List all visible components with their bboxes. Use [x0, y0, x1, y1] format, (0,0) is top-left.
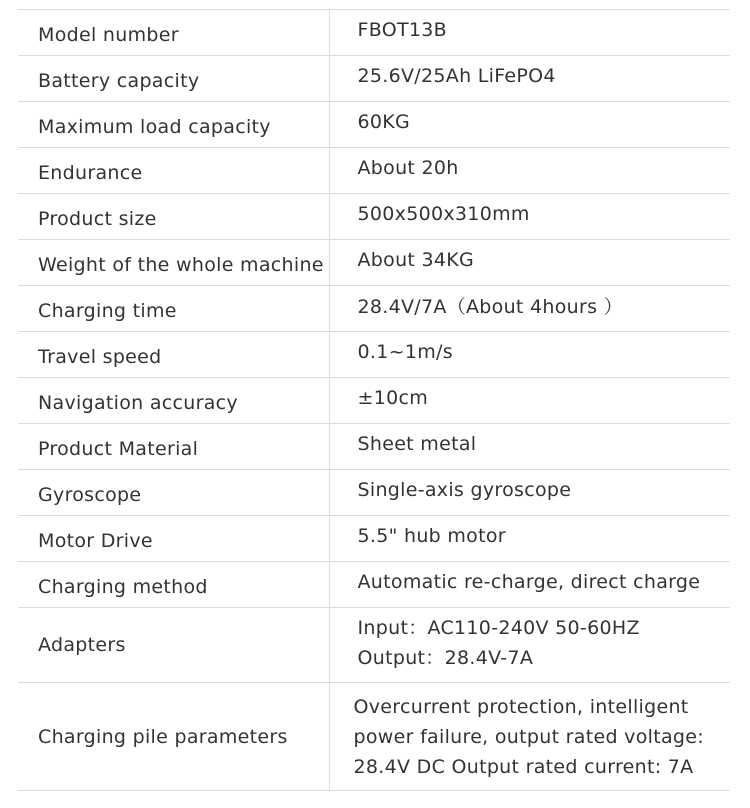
spec-label: Charging pile parameters — [18, 683, 329, 791]
spec-row-travel-speed — [18, 332, 730, 378]
spec-value-line: ±10cm — [357, 386, 429, 409]
spec-row-model-number — [18, 10, 730, 56]
spec-value-line: Output：28.4V-7A — [357, 647, 534, 669]
spec-value — [329, 332, 730, 378]
spec-value-line: FBOT13B — [357, 18, 448, 41]
spec-value-line: About 34KG — [357, 248, 475, 271]
spec-value — [329, 378, 730, 424]
spec-value-line: 25.6V/25Ah LiFePO4 — [357, 64, 556, 87]
spec-label: Maximum load capacity — [18, 102, 329, 148]
spec-label: Weight of the whole machine — [18, 240, 329, 286]
spec-value-line: Automatic re-charge, direct charge — [357, 570, 701, 593]
spec-label: Navigation accuracy — [18, 378, 329, 424]
spec-row-weight — [18, 240, 730, 286]
spec-label: Gyroscope — [18, 470, 329, 516]
spec-value-line: Input：AC110-240V 50-60HZ — [357, 617, 640, 639]
spec-row-product-size — [18, 194, 730, 240]
spec-label: Product size — [18, 194, 329, 240]
spec-value-line: Overcurrent protection, intelligent — [353, 695, 689, 718]
spec-label: Product Material — [18, 424, 329, 470]
spec-row-battery-capacity — [18, 56, 730, 102]
spec-value-line: power failure, output rated voltage: — [353, 725, 704, 748]
spec-label: Endurance — [18, 148, 329, 194]
spec-row-gyroscope — [18, 470, 730, 516]
spec-value — [329, 562, 730, 608]
spec-label: Adapters — [18, 608, 329, 683]
spec-value — [329, 240, 730, 286]
spec-value — [329, 683, 730, 791]
spec-row-adapters — [18, 608, 730, 683]
spec-label: Charging method — [18, 562, 329, 608]
spec-label: Charging time — [18, 286, 329, 332]
spec-value — [329, 102, 730, 148]
spec-value — [329, 286, 730, 332]
spec-label: Motor Drive — [18, 516, 329, 562]
spec-value — [329, 194, 730, 240]
spec-row-navigation-accuracy — [18, 378, 730, 424]
spec-value-line: 60KG — [357, 110, 411, 133]
spec-value — [329, 424, 730, 470]
spec-row-product-material — [18, 424, 730, 470]
spec-value — [329, 516, 730, 562]
spec-label: Model number — [18, 10, 329, 56]
spec-row-motor-drive — [18, 516, 730, 562]
spec-value — [329, 470, 730, 516]
spec-row-charging-method — [18, 562, 730, 608]
spec-value-line: About 20h — [357, 156, 459, 179]
spec-value-line: 28.4V DC Output rated current: 7A — [353, 755, 694, 778]
spec-value-line: 5.5" hub motor — [357, 524, 506, 547]
spec-label: Battery capacity — [18, 56, 329, 102]
spec-value — [329, 608, 730, 683]
spec-value-line: 0.1~1m/s — [357, 340, 453, 363]
spec-value-line: Single-axis gyroscope — [357, 478, 572, 501]
spec-value-line: 500x500x310mm — [357, 202, 530, 225]
spec-row-maximum-load-capacity — [18, 102, 730, 148]
spec-value — [329, 148, 730, 194]
spec-value — [329, 10, 730, 56]
spec-label: Travel speed — [18, 332, 329, 378]
spec-row-charging-time — [18, 286, 730, 332]
spec-row-charging-pile-parameters — [18, 683, 730, 791]
spec-table — [18, 9, 730, 791]
spec-row-endurance — [18, 148, 730, 194]
spec-value-line: Sheet metal — [357, 432, 477, 455]
spec-value — [329, 56, 730, 102]
spec-value-line: 28.4V/7A（About 4hours ） — [357, 296, 623, 318]
